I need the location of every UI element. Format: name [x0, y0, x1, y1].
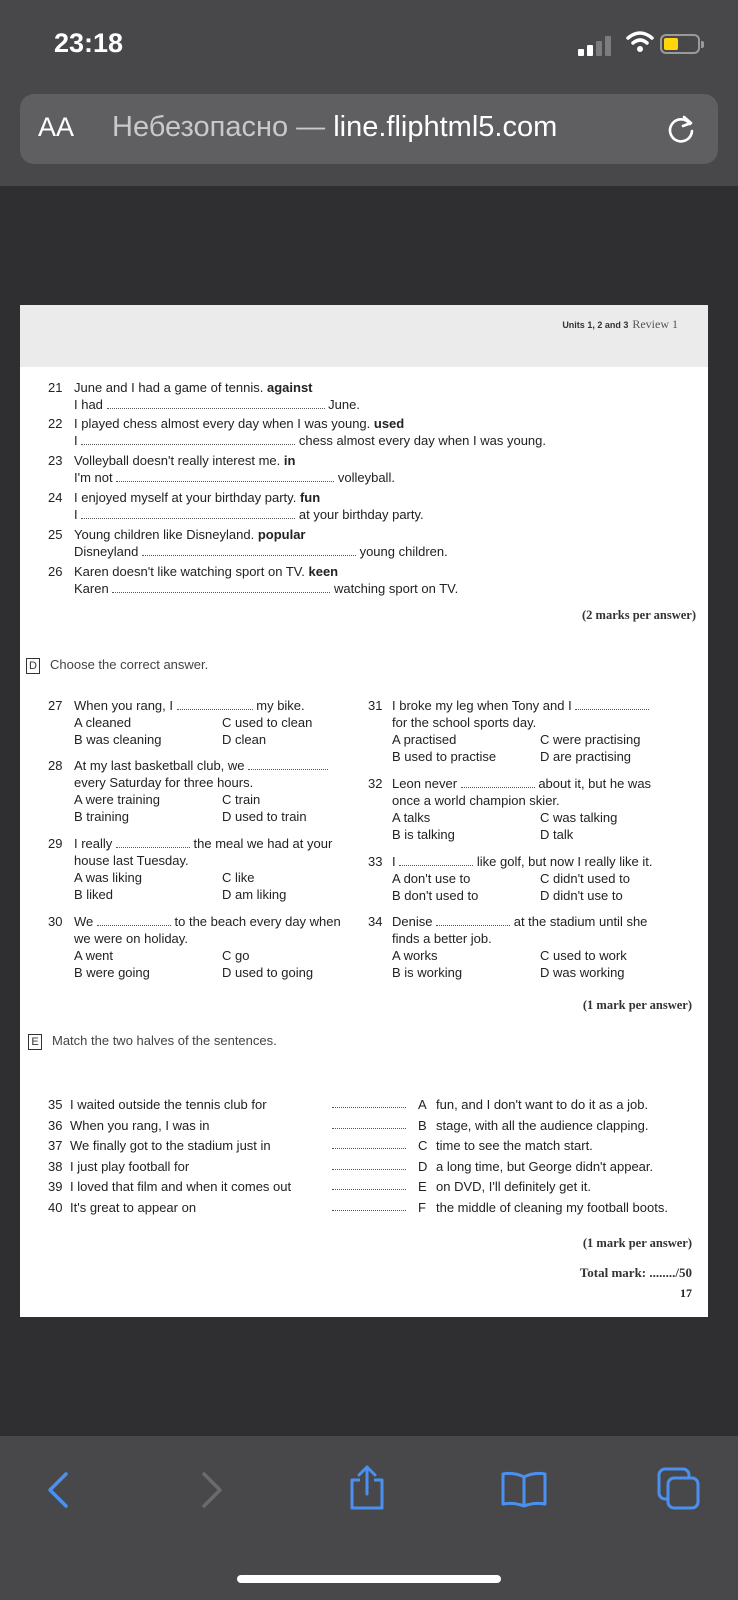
question-text: we were on holiday. — [74, 931, 188, 946]
option-a[interactable]: A cleaned — [74, 715, 132, 730]
option-d[interactable]: D didn't use to — [540, 888, 623, 903]
question-33 — [368, 853, 652, 904]
question-number: 21 — [48, 380, 63, 395]
share-icon[interactable] — [346, 1464, 388, 1510]
question-text: the meal we had at your — [193, 836, 333, 851]
option-a[interactable]: A talks — [392, 810, 431, 825]
option-c[interactable]: C like — [222, 870, 255, 885]
item-text: It's great to appear on — [70, 1199, 197, 1215]
question-sentence: June and I had a game of tennis. — [74, 380, 264, 395]
match-ending-d — [418, 1157, 668, 1178]
answer-end: at your birthday party. — [298, 507, 424, 522]
answer-start: Karen — [74, 581, 109, 596]
answer-blank[interactable] — [248, 759, 328, 770]
question-21 — [48, 379, 360, 413]
question-number: 34 — [368, 914, 383, 929]
match-item-35 — [48, 1095, 291, 1116]
section-d-marks: (1 mark per answer) — [582, 998, 692, 1012]
question-34 — [368, 913, 647, 981]
answer-blank[interactable] — [112, 582, 330, 593]
item-number: 39 — [48, 1179, 63, 1194]
header-review: Review 1 — [632, 317, 678, 331]
question-number: 29 — [48, 836, 63, 851]
forward-icon[interactable] — [198, 1470, 228, 1510]
question-text: I — [392, 854, 396, 869]
question-text: house last Tuesday. — [74, 853, 189, 868]
match-right-column — [418, 1095, 668, 1218]
answer-blank[interactable] — [116, 471, 334, 482]
address-bar[interactable] — [20, 94, 718, 164]
question-keyword: fun — [299, 490, 321, 505]
question-25 — [48, 526, 448, 560]
status-time: 23:18 — [54, 28, 124, 58]
total-mark: Total mark: ......../50 — [579, 1265, 692, 1280]
option-c[interactable]: C didn't used to — [540, 871, 630, 886]
question-number: 32 — [368, 776, 383, 791]
section-title: Match the two halves of the sentences. — [52, 1033, 277, 1048]
back-icon[interactable] — [42, 1470, 72, 1510]
option-a[interactable]: A were training — [74, 792, 160, 807]
question-30 — [48, 913, 341, 981]
option-b[interactable]: B is working — [392, 965, 463, 980]
answer-blank[interactable] — [399, 855, 473, 866]
ending-text: time to see the match start. — [436, 1138, 593, 1153]
answer-blank[interactable] — [142, 545, 356, 556]
question-number: 30 — [48, 914, 63, 929]
option-b[interactable]: B is talking — [392, 827, 455, 842]
question-text: I broke my leg when Tony and I — [392, 698, 572, 713]
ending-text: fun, and I don't want to do it as a job. — [436, 1097, 649, 1112]
answer-blank[interactable] — [81, 508, 295, 519]
question-text: at the stadium until she — [513, 914, 648, 929]
answer-blank[interactable] — [97, 915, 171, 926]
answer-blank[interactable] — [177, 699, 253, 710]
cellular-signal-icon — [578, 34, 612, 56]
question-number: 22 — [48, 416, 63, 431]
question-text: We — [74, 914, 94, 929]
question-sentence: Karen doesn't like watching sport on TV. — [74, 564, 305, 579]
question-text: At my last basketball club, we — [74, 758, 245, 773]
match-item-39 — [48, 1177, 291, 1198]
question-number: 25 — [48, 527, 63, 542]
question-31 — [368, 697, 649, 765]
browser-chrome — [0, 0, 738, 186]
answer-blank[interactable] — [107, 398, 325, 409]
question-text: finds a better job. — [392, 931, 492, 946]
answer-end: June. — [328, 397, 360, 412]
item-number: 36 — [48, 1117, 63, 1133]
ending-text: stage, with all the audience clapping. — [436, 1117, 649, 1133]
ending-text: on DVD, I'll definitely get it. — [436, 1179, 591, 1194]
answer-start: I'm not — [74, 470, 113, 485]
option-b[interactable]: B was cleaning — [74, 732, 162, 747]
answer-start: I — [74, 433, 78, 448]
item-text: When you rang, I was in — [70, 1117, 210, 1133]
page-number: 17 — [680, 1286, 692, 1300]
reload-icon[interactable] — [664, 112, 698, 146]
option-a[interactable]: A don't use to — [392, 871, 471, 886]
answer-start: I — [74, 507, 78, 522]
reader-options-button[interactable]: AA — [38, 112, 75, 142]
answer-end: chess almost every day when I was young. — [298, 433, 546, 448]
match-item-38 — [48, 1157, 291, 1178]
section-e-heading — [28, 1033, 277, 1050]
option-b[interactable]: B liked — [74, 887, 114, 902]
answer-end: volleyball. — [337, 470, 395, 485]
question-number: 26 — [48, 564, 63, 579]
option-b[interactable]: B used to practise — [392, 749, 497, 764]
option-a[interactable]: A practised — [392, 732, 457, 747]
option-d[interactable]: D talk — [540, 827, 574, 842]
question-text: I really — [74, 836, 113, 851]
battery-icon — [660, 34, 700, 54]
question-text: to the beach every day when — [174, 914, 341, 929]
option-c[interactable]: C train — [222, 792, 261, 807]
match-ending-c — [418, 1136, 668, 1157]
page-header-band — [20, 305, 708, 367]
question-number: 31 — [368, 698, 383, 713]
answer-start: I had — [74, 397, 103, 412]
page-header — [562, 317, 678, 332]
answer-blank[interactable] — [461, 777, 535, 788]
question-keyword: in — [283, 453, 296, 468]
wifi-icon — [626, 30, 654, 54]
url-domain: line.fliphtml5.com — [333, 111, 558, 143]
question-22 — [48, 415, 546, 449]
match-ending-b — [418, 1116, 668, 1137]
question-number: 28 — [48, 758, 63, 773]
section-title: Choose the correct answer. — [50, 657, 209, 672]
option-c[interactable]: C was talking — [540, 810, 618, 825]
question-text: for the school sports day. — [392, 715, 537, 730]
section-e-marks: (1 mark per answer) — [582, 1236, 692, 1250]
ending-letter: D — [418, 1158, 428, 1174]
tabs-icon[interactable] — [656, 1466, 702, 1512]
url-prefix: Небезопасно — — [112, 111, 334, 143]
question-23 — [48, 452, 395, 486]
match-item-37 — [48, 1136, 291, 1157]
question-text: Leon never — [392, 776, 458, 791]
question-number: 33 — [368, 854, 383, 869]
answer-end: watching sport on TV. — [333, 581, 459, 596]
item-text: I waited outside the tennis club for — [70, 1097, 267, 1112]
option-b[interactable]: B don't used to — [392, 888, 479, 903]
question-27 — [48, 697, 313, 748]
option-b[interactable]: B were going — [74, 965, 150, 980]
match-ending-f — [418, 1198, 668, 1219]
item-text: I just play football for — [70, 1158, 190, 1174]
question-number: 23 — [48, 453, 63, 468]
item-number: 38 — [48, 1158, 63, 1174]
option-d[interactable]: D used to going — [222, 965, 314, 980]
question-text: When you rang, I — [74, 698, 173, 713]
answer-end: young children. — [359, 544, 448, 559]
section-letter: D — [26, 658, 40, 674]
option-c[interactable]: C used to clean — [222, 715, 313, 730]
answer-start: Disneyland — [74, 544, 139, 559]
question-text: once a world champion skier. — [392, 793, 560, 808]
section-letter: E — [28, 1034, 42, 1050]
match-ending-a — [418, 1095, 668, 1116]
ending-letter: A — [418, 1097, 427, 1112]
question-number: 27 — [48, 698, 63, 713]
answer-blank[interactable] — [575, 699, 649, 710]
item-number: 40 — [48, 1199, 63, 1215]
question-sentence: Young children like Disneyland. — [74, 527, 255, 542]
option-d[interactable]: D was working — [540, 965, 625, 980]
bookmarks-icon[interactable] — [500, 1470, 548, 1508]
url-text[interactable] — [112, 111, 557, 144]
question-28 — [48, 757, 328, 825]
option-a[interactable]: A works — [392, 948, 438, 963]
option-c[interactable]: C used to work — [540, 948, 627, 963]
question-text: Denise — [392, 914, 433, 929]
question-text: about it, but he was — [538, 776, 652, 791]
question-sentence: I played chess almost every day when I was young. — [74, 416, 371, 431]
question-keyword: used — [373, 416, 405, 431]
option-a[interactable]: A was liking — [74, 870, 142, 885]
answer-blank[interactable] — [116, 837, 190, 848]
option-d[interactable]: D are practising — [540, 749, 632, 764]
option-d[interactable]: D used to train — [222, 809, 307, 824]
question-29 — [48, 835, 332, 903]
question-26 — [48, 563, 458, 597]
answer-blank[interactable] — [436, 915, 510, 926]
match-ending-e — [418, 1177, 668, 1198]
match-left-column — [48, 1095, 291, 1218]
question-text: every Saturday for three hours. — [74, 775, 254, 790]
document-page — [20, 305, 708, 1317]
question-keyword: against — [266, 380, 313, 395]
option-d[interactable]: D clean — [222, 732, 267, 747]
question-sentence: I enjoyed myself at your birthday party. — [74, 490, 297, 505]
question-24 — [48, 489, 424, 523]
item-text: I loved that film and when it comes out — [70, 1179, 292, 1194]
question-32 — [368, 775, 651, 843]
ending-letter: C — [418, 1138, 428, 1153]
match-item-36 — [48, 1116, 291, 1137]
ending-text: a long time, but George didn't appear. — [436, 1158, 654, 1174]
item-number: 37 — [48, 1138, 63, 1153]
option-b[interactable]: B training — [74, 809, 129, 824]
option-c[interactable]: C go — [222, 948, 250, 963]
option-c[interactable]: C were practising — [540, 732, 641, 747]
match-item-40 — [48, 1198, 291, 1219]
section-d-heading — [26, 657, 208, 674]
home-indicator — [237, 1575, 501, 1583]
answer-blank[interactable] — [81, 434, 295, 445]
question-number: 24 — [48, 490, 63, 505]
option-d[interactable]: D am liking — [222, 887, 287, 902]
ending-letter: E — [418, 1179, 427, 1194]
section-c-marks: (2 marks per answer) — [582, 608, 696, 622]
question-text: like golf, but now I really like it. — [476, 854, 653, 869]
option-a[interactable]: A went — [74, 948, 114, 963]
item-text: We finally got to the stadium just in — [70, 1138, 271, 1153]
header-units: Units 1, 2 and 3 — [562, 320, 629, 330]
ending-text: the middle of cleaning my football boots. — [436, 1199, 668, 1215]
ending-letter: B — [418, 1117, 427, 1133]
question-keyword: keen — [308, 564, 339, 579]
question-sentence: Volleyball doesn't really interest me. — [74, 453, 281, 468]
question-text: my bike. — [256, 698, 305, 713]
question-keyword: popular — [257, 527, 306, 542]
ending-letter: F — [418, 1199, 426, 1215]
item-number: 35 — [48, 1097, 63, 1112]
